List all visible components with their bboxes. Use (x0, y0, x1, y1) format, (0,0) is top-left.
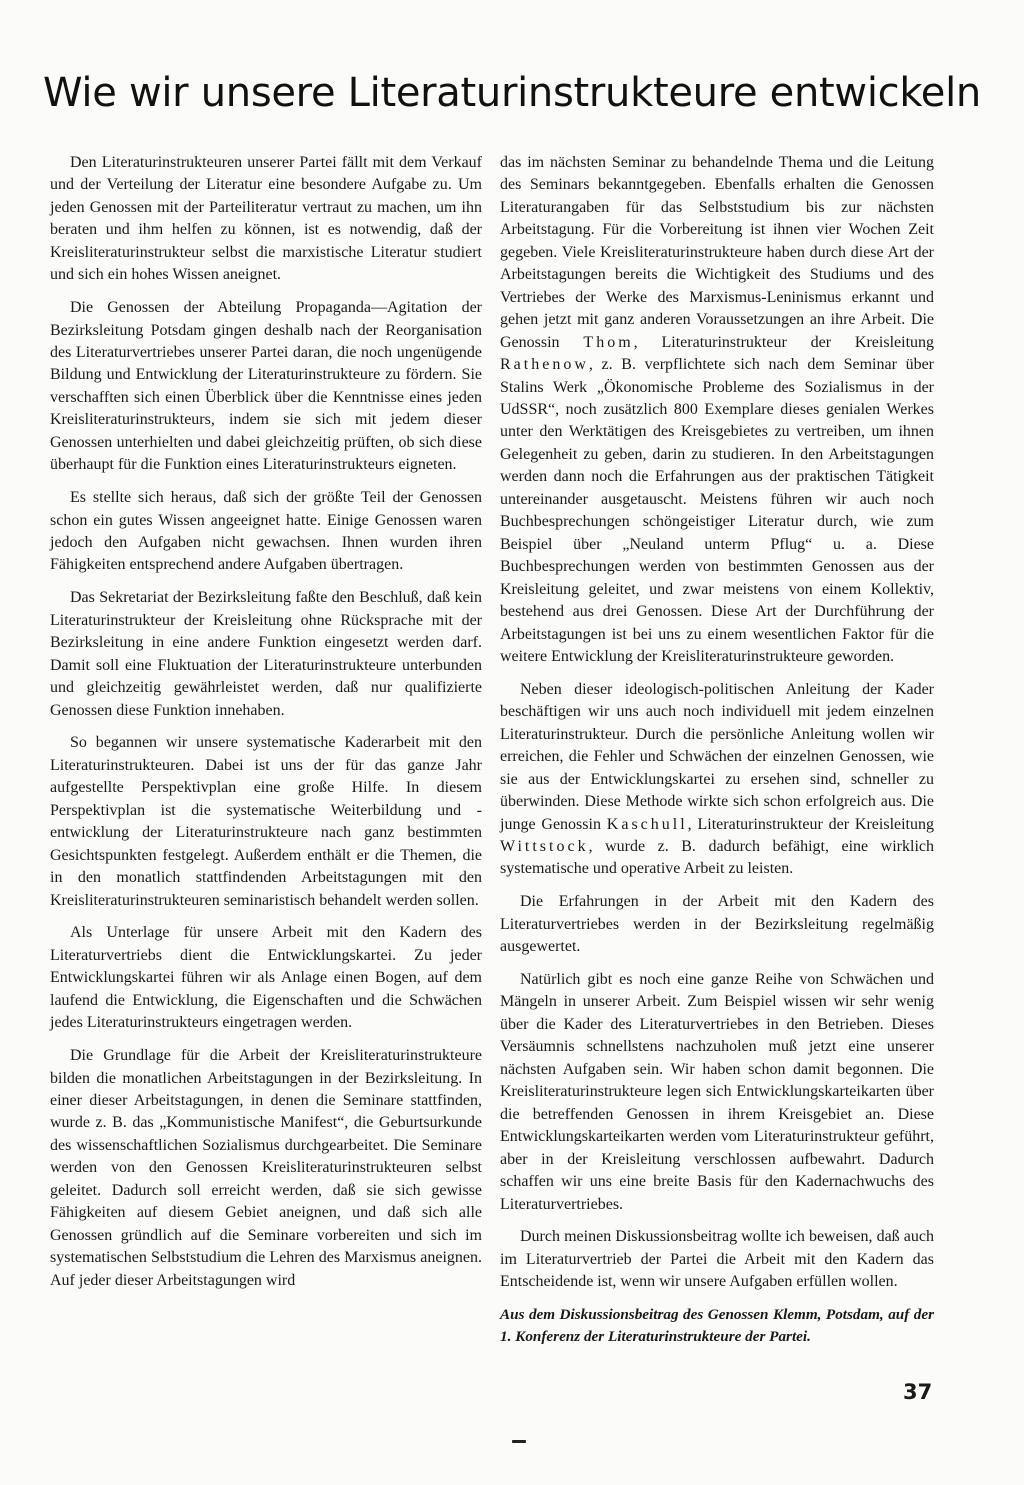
place-name: Wittstock (500, 837, 589, 855)
paragraph: Die Erfahrungen in der Arbeit mit den Kadern des Literaturvertriebes werden in der Bezirksleitung regelmäßig ausgewertet. (500, 893, 934, 956)
paragraph: Den Literaturinstrukteuren unserer Partei fällt mit dem Verkauf und der Verteilung der Literatur eine besondere Aufgabe zu. Um jeden Genossen mit der Parteiliteratur vertraut zu machen, um ihn beraten und ihm helfen zu können, ist es notwendig, daß der Kreisliteraturinstrukteur selbst die marxistische Literatur studiert und sich ein hohes Wissen aneignet. (50, 154, 482, 284)
paragraph: Es stellte sich heraus, daß sich der größte Teil der Genossen schon ein gutes Wissen angeeignet hatte. Einige Genossen waren jedoch den Aufgaben nicht gewachsen. Ihnen wurden ihren Fähigkeiten entsprechend andere Aufgaben übertragen. (50, 489, 482, 574)
paragraph: Natürlich gibt es noch eine ganze Reihe von Schwächen und Mängeln in unserer Arbeit. Zum Beispiel wissen wir sehr wenig über die Kader des Literaturvertriebes in den Betrieben. Dieses Versäumnis schnellstens nachzuholen muß jetzt eine unserer nächsten Aufgaben sein. Wir haben schon damit begonnen. Die Kreisliteraturinstrukteure legen sich Entwicklungskarteikarten über die betreffenden Genossen in ihrem Kreisgebiet an. Diese Entwicklungskarteikarten werden vom Literaturinstrukteur geführt, aber in der Kreisleitung verschlossen aufbewahrt. Dadurch schaffen wir uns eine breite Basis für den Kadernachwuchs des Literaturvertriebes. (500, 971, 934, 1213)
article-title: Wie wir unsere Literaturinstrukteure entwickeln (43, 70, 981, 116)
place-name: Rathenow (500, 356, 589, 374)
person-name: Thom (583, 333, 634, 351)
paragraph: Durch meinen Diskussionsbeitrag wollte ich beweisen, daß auch im Literaturvertrieb der Partei die Arbeit mit den Kadern das Entscheidende ist, wenn wir unsere Aufgaben erfüllen wollen. (500, 1228, 934, 1291)
paragraph: Das Sekretariat der Bezirksleitung faßte den Beschluß, daß kein Literaturinstrukteur der Kreisleitung ohne Rücksprache mit der Bezirksleitung in eine andere Funktion eingesetzt werden darf. Damit soll eine Fluktuation der Literaturinstrukteure unterbunden und gleichzeitig gewährleistet werden, daß nur qualifizierte Genossen diese Funktion innehaben. (50, 589, 482, 719)
paragraph: Als Unterlage für unsere Arbeit mit den Kadern des Literaturvertriebs dient die Entwicklungskartei. Zu jeder Entwicklungskartei führen wir als Anlage einen Bogen, auf dem laufend die Entwicklung, die Eigenschaften und die Schwächen jedes Literaturinstrukteurs eingetragen werden. (50, 924, 482, 1032)
paragraph: Die Genossen der Abteilung Propaganda—Agitation der Bezirksleitung Potsdam gingen deshalb nach der Reorganisation des Literaturvertriebes unserer Partei daran, die noch ungenügende Bildung und Entwicklung der Literaturinstrukteure zu fördern. Sie verschafften sich einen Überblick über die Kenntnisse eines jeden Kreisliteraturinstrukteurs, indem sie sich mit jedem dieser Genossen unterhielten und dabei gleichzeitig prüften, ob sich diese überhaupt für die Funktion eines Literaturinstrukteurs eigneten. (50, 299, 482, 474)
right-column (500, 152, 934, 1359)
paragraph-text: , Literaturinstrukteur der Kreisleitung (633, 333, 935, 351)
paragraph-text: das im nächsten Seminar zu behandelnde Thema und die Leitung des Seminars bekanntgegeben. Ebenfalls erhalten die Genossen Literaturangaben für das Selbststudium bis zur nächsten Arbeitstagung. Für die Vorbereitung ist ihnen vier Wochen Zeit gegeben. Viele Kreisliteraturinstrukteure haben durch diese Art der Arbeitstagungen bereits die Wichtigkeit des Studiums und des Vertriebes der Werke des Marxismus-Leninismus erkannt und gehen jetzt mit ganz anderen Voraussetzungen an ihre Arbeit. Die Genossin (500, 154, 934, 351)
paragraph-text: Neben dieser ideologisch-politischen Anleitung der Kader beschäftigen wir uns auch noch individuell mit jedem einzelnen Literaturinstrukteur. Durch die persönliche Anleitung wollen wir erreichen, die Fehler und Schwächen der einzelnen Genossen, wie sie aus der Entwicklungskartei zu ersehen sind, schneller zu überwinden. Diese Methode wirkte sich schon erfolgreich aus. Die junge Genossin (500, 680, 934, 833)
person-name: Kaschull (606, 815, 688, 833)
source-note: Aus dem Diskussionsbeitrag des Genossen Klemm, Potsdam, auf der 1. Konferenz der Literaturinstrukteure der Partei. (500, 1306, 934, 1346)
print-mark (512, 1440, 526, 1443)
left-column (50, 152, 482, 1302)
page-number: 37 (903, 1380, 933, 1404)
paragraph-text: , wurde z. B. dadurch befähigt, eine wirklich systematische und operative Arbeit zu leisten. (500, 837, 934, 878)
paragraph (500, 152, 934, 668)
paragraph: So begannen wir unsere systematische Kaderarbeit mit den Literaturinstrukteuren. Dabei ist uns der für das ganze Jahr aufgestellte Perspektivplan eine große Hilfe. In diesem Perspektivplan ist die systematische Weiterbildung und -entwicklung der Literaturinstrukteure nach ganz bestimmten Gesichtspunkten festgelegt. Außerdem enthält er die Themen, die in den monatlich stattfindenden Arbeitstagungen mit den Kreisliteraturinstrukteuren seminaristisch behandelt werden sollen. (50, 734, 482, 909)
paragraph: Die Grundlage für die Arbeit der Kreisliteraturinstrukteure bilden die monatlichen Arbeitstagungen in der Bezirksleitung. In einer dieser Arbeitstagungen, in denen die Seminare stattfinden, wurde z. B. das „Kommunistische Manifest“, die Geburtsurkunde des wissenschaftlichen Sozialismus durchgearbeitet. Die Seminare werden von den Genossen Kreisliteraturinstrukteuren selbst geleitet. Dadurch soll erreicht werden, daß sie sich gewisse Fähigkeiten auf diesem Gebiet aneignen, und daß sich alle Genossen gründlich auf die Seminare vorbereiten und sich im systematischen Selbststudium die Lehren des Marxismus aneignen. Auf jeder dieser Arbeitstagungen wird (50, 1047, 482, 1289)
paragraph-text: , Literaturinstrukteur der Kreisleitung (687, 815, 935, 833)
paragraph-text: , z. B. verpflichtete sich nach dem Seminar über Stalins Werk „Ökonomische Probleme des Sozialismus in der UdSSR“, noch zusätzlich 800 Exemplare dieses genialen Werkes unter den Werktätigen des Kreisgebietes zu vertreiben, um ihnen Gelegenheit zu geben, darin zu studieren. In den Arbeitstagungen werden dann noch die Erfahrungen aus der praktischen Tätigkeit untereinander ausgetauscht. Meistens führen wir auch noch Buchbesprechungen schöngeistiger Literatur durch, wie zum Beispiel über „Neuland unterm Pflug“ u. a. Diese Buchbesprechungen werden von bestimmten Genossen aus der Kreisleitung geleitet, und zwar meistens von einem Kollektiv, bestehend aus drei Genossen. Diese Art der Durchführung der Arbeitstagungen ist bei uns zu einem wesentlichen Faktor für die weitere Entwicklung der Kreisliteraturinstrukteure geworden. (500, 356, 934, 665)
paragraph (500, 679, 934, 881)
